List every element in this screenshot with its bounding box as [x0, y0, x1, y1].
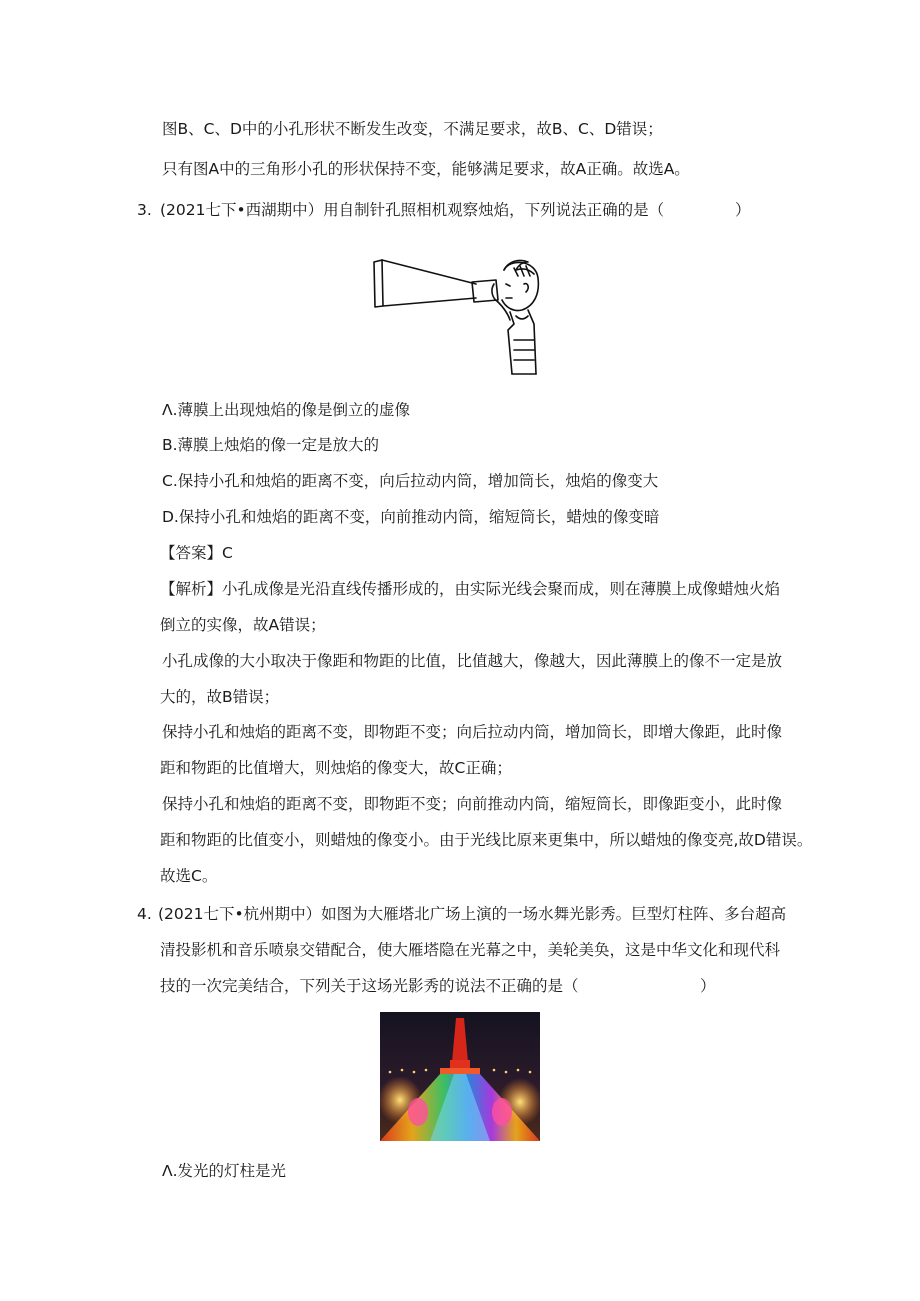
option-d: D.保持小孔和烛焰的距离不变，向前推动内筒，缩短筒长，蜡烛的像变暗 [162, 508, 660, 526]
answer-line: 【答案】C [160, 544, 233, 562]
option-a: Λ.薄膜上出现烛焰的像是倒立的虚像 [162, 401, 411, 419]
text-line: 只有图A中的三角形小孔的形状保持不变，能够满足要求，故A正确。故选A。 [162, 160, 690, 178]
option-a: Λ.发光的灯柱是光 [162, 1162, 287, 1180]
light-show-photo [380, 1012, 540, 1141]
analysis-line: 距和物距的比值变小，则蜡烛的像变小。由于光线比原来更集中，所以蜡烛的像变亮,故D错误。 [160, 831, 813, 849]
question-stem: (2021七下•西湖期中）用自制针孔照相机观察烛焰，下列说法正确的是（ [160, 201, 665, 219]
analysis-line: 小孔成像的大小取决于像距和物距的比值，比值越大，像越大，因此薄膜上的像不一定是放 [162, 652, 783, 670]
analysis-line: 大的，故B错误； [160, 688, 280, 706]
option-c: C.保持小孔和烛焰的距离不变，向后拉动内筒，增加筒长，烛焰的像变大 [162, 472, 659, 490]
analysis-line: 【解析】小孔成像是光沿直线传播形成的，由实际光线会聚而成，则在薄膜上成像蜡烛火焰 [160, 580, 781, 598]
text-line: 图B、C、D中的小孔形状不断发生改变，不满足要求，故B、C、D错误； [162, 120, 663, 138]
question-stem: 清投影机和音乐喷泉交错配合，使大雁塔隐在光幕之中，美轮美奂，这是中华文化和现代科 [160, 941, 781, 959]
analysis-line: 倒立的实像，故A错误； [160, 616, 326, 634]
answer-paren: ） [735, 201, 751, 219]
question-number: 4. [137, 905, 152, 923]
analysis-line: 距和物距的比值增大，则烛焰的像变大，故C正确； [160, 759, 512, 777]
question-stem: (2021七下•杭州期中）如图为大雁塔北广场上演的一场水舞光影秀。巨型灯柱阵、多台超高 [158, 905, 787, 923]
option-b: B.薄膜上烛焰的像一定是放大的 [162, 436, 380, 454]
analysis-line: 故选C。 [160, 867, 218, 885]
question-stem: 技的一次完美结合，下列关于这场光影秀的说法不正确的是（ [160, 977, 579, 995]
answer-paren: ） [700, 977, 716, 995]
question-number: 3. [137, 201, 152, 219]
analysis-line: 保持小孔和烛焰的距离不变，即物距不变；向后拉动内筒，增加筒长，即增大像距，此时像 [162, 723, 783, 741]
analysis-line: 保持小孔和烛焰的距离不变，即物距不变；向前推动内筒，缩短筒长，即像距变小，此时像 [162, 795, 783, 813]
pinhole-camera-figure [368, 254, 540, 378]
pinhole-camera-icon [368, 254, 540, 378]
light-show-icon [380, 1012, 540, 1141]
